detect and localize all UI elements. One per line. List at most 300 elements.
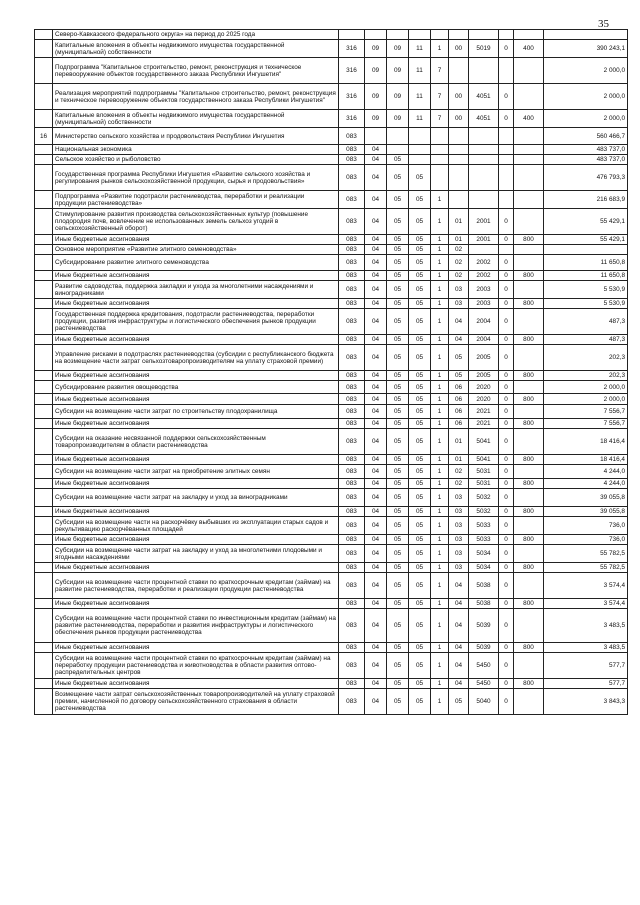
code-section: 04 xyxy=(365,489,387,507)
code-program xyxy=(409,30,431,40)
code-ministry: 083 xyxy=(339,345,365,371)
code-section: 04 xyxy=(365,299,387,309)
row-name: Субсидии на возмещение части процентной ставки по инвестиционным кредитам (займам) на развитие растениеводства, переработки и развития инфраструктуры и логистического обеспечения рынков продукции растениеводства xyxy=(53,609,339,643)
code-subsection: 05 xyxy=(387,155,409,165)
row-number xyxy=(35,84,53,110)
table-row xyxy=(35,653,628,679)
code-suffix: 0 xyxy=(499,563,514,573)
code-suffix: 0 xyxy=(499,465,514,479)
row-amount: 476 793,3 xyxy=(544,165,628,191)
code-subprogram: 1 xyxy=(431,599,449,609)
code-ministry: 316 xyxy=(339,40,365,58)
code-direction: 5038 xyxy=(469,599,499,609)
code-subsection: 05 xyxy=(387,165,409,191)
code-ministry: 083 xyxy=(339,271,365,281)
code-program: 05 xyxy=(409,381,431,394)
code-ministry: 083 xyxy=(339,128,365,145)
code-program xyxy=(409,155,431,165)
code-subsection: 05 xyxy=(387,489,409,507)
row-name: Подпрограмма «Развитие подотрасли растениеводства, переработки и реализации продукции растениеводства» xyxy=(53,191,339,209)
code-ministry: 083 xyxy=(339,489,365,507)
code-activity: 06 xyxy=(449,419,469,429)
code-subprogram: 1 xyxy=(431,545,449,563)
table-row xyxy=(35,299,628,309)
code-subsection: 05 xyxy=(387,599,409,609)
code-direction: 5038 xyxy=(469,573,499,599)
code-subprogram xyxy=(431,30,449,40)
code-subprogram: 1 xyxy=(431,465,449,479)
code-expense-type xyxy=(514,245,544,255)
row-number xyxy=(35,235,53,245)
code-ministry: 083 xyxy=(339,145,365,155)
code-subsection: 05 xyxy=(387,689,409,715)
table-row xyxy=(35,535,628,545)
row-number xyxy=(35,309,53,335)
code-direction: 2004 xyxy=(469,335,499,345)
code-suffix xyxy=(499,58,514,84)
code-activity: 00 xyxy=(449,110,469,128)
code-section: 04 xyxy=(365,535,387,545)
code-subsection: 05 xyxy=(387,299,409,309)
code-section: 04 xyxy=(365,419,387,429)
table-row xyxy=(35,40,628,58)
row-name: Субсидии на возмещение части процентной ставки по краткосрочным кредитам (займам) на развитие растениеводства, переработки и реализации продукции растениеводства xyxy=(53,573,339,599)
code-direction: 4051 xyxy=(469,84,499,110)
code-expense-type: 400 xyxy=(514,40,544,58)
code-subprogram: 1 xyxy=(431,517,449,535)
code-subprogram: 1 xyxy=(431,563,449,573)
code-expense-type xyxy=(514,517,544,535)
code-subprogram: 1 xyxy=(431,573,449,599)
code-expense-type: 800 xyxy=(514,479,544,489)
code-suffix xyxy=(499,155,514,165)
row-amount: 487,3 xyxy=(544,335,628,345)
code-subsection: 05 xyxy=(387,455,409,465)
row-amount: 390 243,1 xyxy=(544,40,628,58)
code-expense-type: 800 xyxy=(514,419,544,429)
row-amount xyxy=(544,245,628,255)
code-expense-type: 800 xyxy=(514,535,544,545)
row-amount: 577,7 xyxy=(544,679,628,689)
code-activity: 03 xyxy=(449,507,469,517)
code-subsection: 05 xyxy=(387,429,409,455)
code-subsection: 05 xyxy=(387,573,409,599)
code-activity: 06 xyxy=(449,381,469,394)
code-activity: 05 xyxy=(449,345,469,371)
row-name: Министерство сельского хозяйства и продовольствия Республики Ингушетия xyxy=(53,128,339,145)
code-ministry: 083 xyxy=(339,299,365,309)
code-subsection xyxy=(387,30,409,40)
code-expense-type xyxy=(514,209,544,235)
code-ministry: 083 xyxy=(339,653,365,679)
row-number xyxy=(35,405,53,419)
code-subprogram: 1 xyxy=(431,405,449,419)
code-activity: 03 xyxy=(449,299,469,309)
code-activity: 02 xyxy=(449,465,469,479)
code-expense-type: 800 xyxy=(514,394,544,405)
code-program: 05 xyxy=(409,165,431,191)
row-number xyxy=(35,679,53,689)
row-number xyxy=(35,110,53,128)
row-amount: 11 650,8 xyxy=(544,255,628,271)
table-row xyxy=(35,128,628,145)
row-amount: 55 782,5 xyxy=(544,545,628,563)
code-suffix: 0 xyxy=(499,599,514,609)
code-suffix: 0 xyxy=(499,643,514,653)
code-suffix: 0 xyxy=(499,679,514,689)
code-section: 09 xyxy=(365,58,387,84)
code-suffix xyxy=(499,128,514,145)
code-expense-type: 400 xyxy=(514,110,544,128)
code-subsection: 05 xyxy=(387,653,409,679)
code-expense-type xyxy=(514,465,544,479)
code-ministry: 083 xyxy=(339,517,365,535)
row-amount: 7 556,7 xyxy=(544,405,628,419)
row-name: Иные бюджетные ассигнования xyxy=(53,479,339,489)
row-number xyxy=(35,573,53,599)
code-suffix: 0 xyxy=(499,299,514,309)
code-activity: 02 xyxy=(449,245,469,255)
code-activity xyxy=(449,155,469,165)
code-expense-type xyxy=(514,281,544,299)
code-subsection: 09 xyxy=(387,58,409,84)
code-ministry: 083 xyxy=(339,371,365,381)
row-name: Капитальные вложения в объекты недвижимого имущества государственной (муниципальной) собственности xyxy=(53,110,339,128)
code-suffix xyxy=(499,165,514,191)
code-suffix: 0 xyxy=(499,689,514,715)
code-activity: 01 xyxy=(449,455,469,465)
code-suffix: 0 xyxy=(499,394,514,405)
code-subsection: 05 xyxy=(387,517,409,535)
code-activity xyxy=(449,30,469,40)
code-expense-type xyxy=(514,345,544,371)
code-ministry: 083 xyxy=(339,209,365,235)
table-row xyxy=(35,573,628,599)
code-program: 05 xyxy=(409,643,431,653)
code-expense-type: 800 xyxy=(514,335,544,345)
code-direction xyxy=(469,145,499,155)
code-subprogram: 1 xyxy=(431,299,449,309)
row-name: Субсидирование развитие элитного семеноводства xyxy=(53,255,339,271)
code-program: 05 xyxy=(409,271,431,281)
row-amount: 202,3 xyxy=(544,345,628,371)
code-suffix xyxy=(499,245,514,255)
table-row xyxy=(35,255,628,271)
code-expense-type xyxy=(514,84,544,110)
row-number xyxy=(35,165,53,191)
row-amount: 2 000,0 xyxy=(544,58,628,84)
code-expense-type xyxy=(514,609,544,643)
row-name: Иные бюджетные ассигнования xyxy=(53,679,339,689)
code-subsection: 05 xyxy=(387,507,409,517)
code-activity: 02 xyxy=(449,479,469,489)
code-ministry: 083 xyxy=(339,255,365,271)
code-expense-type xyxy=(514,653,544,679)
code-ministry: 083 xyxy=(339,689,365,715)
code-activity: 01 xyxy=(449,209,469,235)
code-program: 05 xyxy=(409,429,431,455)
code-expense-type: 800 xyxy=(514,563,544,573)
row-amount: 3 574,4 xyxy=(544,599,628,609)
row-name: Развитие садоводства, поддержка закладки и ухода за многолетними насаждениями и виноградниками xyxy=(53,281,339,299)
code-program: 05 xyxy=(409,535,431,545)
code-direction: 5450 xyxy=(469,653,499,679)
code-section: 04 xyxy=(365,191,387,209)
row-amount: 18 416,4 xyxy=(544,455,628,465)
code-ministry xyxy=(339,30,365,40)
code-ministry: 083 xyxy=(339,465,365,479)
row-name: Субсидии на возмещение части затрат на приобретение элитных семян xyxy=(53,465,339,479)
code-program: 05 xyxy=(409,679,431,689)
code-program: 05 xyxy=(409,479,431,489)
code-activity: 00 xyxy=(449,84,469,110)
row-amount: 4 244,0 xyxy=(544,479,628,489)
row-number xyxy=(35,40,53,58)
code-direction: 2001 xyxy=(469,209,499,235)
code-activity: 03 xyxy=(449,281,469,299)
code-section: 04 xyxy=(365,507,387,517)
table-row xyxy=(35,455,628,465)
table-row xyxy=(35,609,628,643)
code-activity: 04 xyxy=(449,609,469,643)
table-row xyxy=(35,84,628,110)
code-subprogram: 1 xyxy=(431,345,449,371)
table-row xyxy=(35,345,628,371)
code-ministry: 083 xyxy=(339,405,365,419)
code-ministry: 083 xyxy=(339,429,365,455)
code-subprogram: 1 xyxy=(431,381,449,394)
code-expense-type xyxy=(514,689,544,715)
code-subsection: 09 xyxy=(387,84,409,110)
row-amount: 2 000,0 xyxy=(544,381,628,394)
code-subsection: 05 xyxy=(387,245,409,255)
code-activity: 02 xyxy=(449,271,469,281)
row-name: Иные бюджетные ассигнования xyxy=(53,235,339,245)
code-direction: 5031 xyxy=(469,465,499,479)
code-suffix xyxy=(499,191,514,209)
code-ministry: 083 xyxy=(339,507,365,517)
code-subsection: 05 xyxy=(387,271,409,281)
code-direction: 2001 xyxy=(469,235,499,245)
table-row xyxy=(35,281,628,299)
code-subprogram: 1 xyxy=(431,479,449,489)
code-subprogram: 1 xyxy=(431,335,449,345)
code-section: 04 xyxy=(365,394,387,405)
row-number xyxy=(35,255,53,271)
row-number xyxy=(35,465,53,479)
row-number xyxy=(35,30,53,40)
row-number xyxy=(35,281,53,299)
code-direction: 5033 xyxy=(469,535,499,545)
code-activity: 03 xyxy=(449,517,469,535)
row-amount: 2 000,0 xyxy=(544,394,628,405)
code-program: 05 xyxy=(409,335,431,345)
row-number xyxy=(35,479,53,489)
code-program: 05 xyxy=(409,545,431,563)
row-name: Субсидирование развития овощеводства xyxy=(53,381,339,394)
row-number xyxy=(35,345,53,371)
code-activity: 04 xyxy=(449,335,469,345)
code-section: 04 xyxy=(365,371,387,381)
row-amount: 3 483,5 xyxy=(544,643,628,653)
code-expense-type xyxy=(514,381,544,394)
row-amount: 39 055,8 xyxy=(544,507,628,517)
page-number: 35 xyxy=(598,18,609,30)
code-program: 05 xyxy=(409,573,431,599)
row-number xyxy=(35,191,53,209)
code-direction: 5040 xyxy=(469,689,499,715)
code-ministry: 083 xyxy=(339,455,365,465)
table-row xyxy=(35,58,628,84)
code-ministry: 316 xyxy=(339,110,365,128)
code-subprogram: 7 xyxy=(431,84,449,110)
code-subsection: 05 xyxy=(387,209,409,235)
code-subprogram: 1 xyxy=(431,40,449,58)
code-suffix: 0 xyxy=(499,345,514,371)
row-amount: 2 000,0 xyxy=(544,110,628,128)
code-expense-type: 800 xyxy=(514,455,544,465)
code-expense-type xyxy=(514,573,544,599)
row-name: Основное мероприятие «Развитие элитного семеноводства» xyxy=(53,245,339,255)
code-ministry: 316 xyxy=(339,84,365,110)
code-ministry: 083 xyxy=(339,245,365,255)
code-expense-type xyxy=(514,155,544,165)
code-direction: 2021 xyxy=(469,405,499,419)
row-name: Иные бюджетные ассигнования xyxy=(53,271,339,281)
code-ministry: 083 xyxy=(339,419,365,429)
row-name: Государственная поддержка кредитования, подотрасли растениеводства, переработки продукции, развития инфраструктуры и логистического обеспечения рынков продукции растениеводства xyxy=(53,309,339,335)
row-amount: 4 244,0 xyxy=(544,465,628,479)
code-activity xyxy=(449,128,469,145)
code-program: 05 xyxy=(409,689,431,715)
code-subsection: 05 xyxy=(387,609,409,643)
table-row xyxy=(35,405,628,419)
row-number xyxy=(35,245,53,255)
row-amount: 55 429,1 xyxy=(544,235,628,245)
table-row xyxy=(35,394,628,405)
code-expense-type: 800 xyxy=(514,271,544,281)
code-section xyxy=(365,30,387,40)
code-ministry: 083 xyxy=(339,535,365,545)
row-number xyxy=(35,545,53,563)
table-row xyxy=(35,429,628,455)
table-row xyxy=(35,165,628,191)
row-number xyxy=(35,689,53,715)
row-name: Капитальные вложения в объекты недвижимого имущества государственной (муниципальной) собственности xyxy=(53,40,339,58)
row-amount: 560 466,7 xyxy=(544,128,628,145)
table-row xyxy=(35,110,628,128)
row-amount: 202,3 xyxy=(544,371,628,381)
code-direction: 2003 xyxy=(469,281,499,299)
code-subsection: 05 xyxy=(387,345,409,371)
code-section: 04 xyxy=(365,679,387,689)
code-direction: 2005 xyxy=(469,371,499,381)
code-direction: 2021 xyxy=(469,419,499,429)
code-program: 11 xyxy=(409,84,431,110)
code-program: 05 xyxy=(409,255,431,271)
code-expense-type xyxy=(514,545,544,563)
code-subprogram xyxy=(431,128,449,145)
row-amount: 5 530,9 xyxy=(544,281,628,299)
row-name: Подпрограмма "Капитальное строительство, ремонт, реконструкция и техническое перевооружение объектов государственного заказа Республики Ингушетия" xyxy=(53,58,339,84)
code-subsection: 05 xyxy=(387,643,409,653)
row-number xyxy=(35,535,53,545)
code-subprogram: 1 xyxy=(431,419,449,429)
row-amount: 55 429,1 xyxy=(544,209,628,235)
table-row xyxy=(35,335,628,345)
code-subsection: 05 xyxy=(387,679,409,689)
code-direction xyxy=(469,128,499,145)
code-subsection: 05 xyxy=(387,535,409,545)
code-direction: 5039 xyxy=(469,609,499,643)
row-amount: 3 574,4 xyxy=(544,573,628,599)
table-row xyxy=(35,507,628,517)
code-subprogram xyxy=(431,155,449,165)
code-suffix: 0 xyxy=(499,110,514,128)
row-number xyxy=(35,429,53,455)
code-subprogram xyxy=(431,145,449,155)
row-name: Иные бюджетные ассигнования xyxy=(53,371,339,381)
code-expense-type: 800 xyxy=(514,679,544,689)
code-section: 04 xyxy=(365,563,387,573)
code-subsection: 05 xyxy=(387,381,409,394)
code-subprogram: 1 xyxy=(431,653,449,679)
table-body xyxy=(35,30,628,715)
code-subprogram xyxy=(431,165,449,191)
code-subprogram: 1 xyxy=(431,429,449,455)
row-number xyxy=(35,335,53,345)
code-subsection xyxy=(387,145,409,155)
code-subsection: 05 xyxy=(387,191,409,209)
code-activity: 04 xyxy=(449,573,469,599)
code-expense-type: 800 xyxy=(514,371,544,381)
code-section xyxy=(365,128,387,145)
code-direction: 5032 xyxy=(469,489,499,507)
row-name: Субсидии на возмещение части затрат на закладку и уход за многолетними плодовыми и ягодными насаждениями xyxy=(53,545,339,563)
code-expense-type xyxy=(514,30,544,40)
code-expense-type: 800 xyxy=(514,235,544,245)
code-subsection: 05 xyxy=(387,479,409,489)
code-suffix: 0 xyxy=(499,653,514,679)
code-ministry: 083 xyxy=(339,191,365,209)
code-section: 09 xyxy=(365,40,387,58)
code-direction: 2003 xyxy=(469,299,499,309)
row-number xyxy=(35,58,53,84)
code-activity: 03 xyxy=(449,563,469,573)
code-section: 04 xyxy=(365,653,387,679)
code-suffix: 0 xyxy=(499,455,514,465)
row-number xyxy=(35,643,53,653)
code-suffix: 0 xyxy=(499,381,514,394)
table-row xyxy=(35,371,628,381)
row-amount: 216 683,9 xyxy=(544,191,628,209)
code-section: 04 xyxy=(365,255,387,271)
table-row xyxy=(35,689,628,715)
code-suffix: 0 xyxy=(499,84,514,110)
code-suffix: 0 xyxy=(499,309,514,335)
code-direction: 4051 xyxy=(469,110,499,128)
code-suffix: 0 xyxy=(499,255,514,271)
code-section: 04 xyxy=(365,405,387,419)
code-direction: 5031 xyxy=(469,479,499,489)
code-subsection: 05 xyxy=(387,465,409,479)
row-number xyxy=(35,381,53,394)
code-suffix: 0 xyxy=(499,335,514,345)
code-ministry: 083 xyxy=(339,394,365,405)
table-row xyxy=(35,643,628,653)
code-suffix: 0 xyxy=(499,281,514,299)
code-suffix: 0 xyxy=(499,419,514,429)
